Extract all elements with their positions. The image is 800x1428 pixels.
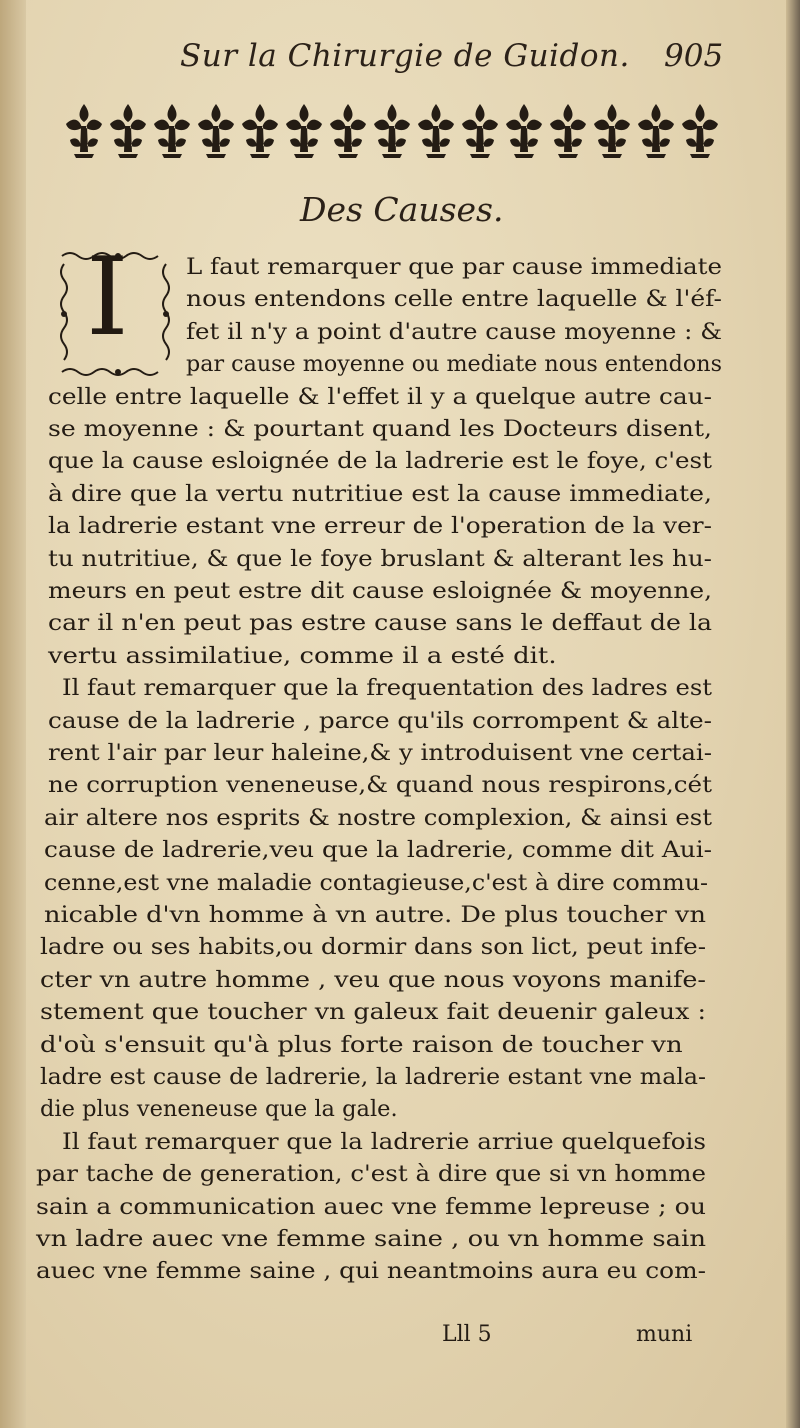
text-line: fet il n'y a point d'autre cause moyenne : & [186, 318, 722, 345]
fleuron-icon [154, 104, 190, 158]
text-line: que la cause esloignée de la ladrerie est le foye, c'est [48, 448, 713, 475]
drop-cap [58, 235, 178, 378]
text-line: Il faut remarquer que la frequentation des ladres est [62, 675, 712, 702]
section-heading: Des Causes. [300, 190, 504, 229]
catchword: muni [636, 1322, 693, 1347]
fleuron-icon [242, 104, 278, 158]
text-line: cter vn autre homme , veu que nous voyons manife- [40, 966, 706, 993]
text-line: L faut remarquer que par cause immediate [186, 254, 722, 280]
text-line: tu nutritiue, & que le foye bruslant & alterant les hu- [48, 545, 712, 572]
fleuron-icon [682, 104, 718, 158]
fleuron-icon [638, 104, 674, 158]
text-line: cause de ladrerie,veu que la ladrerie, comme dit Aui- [44, 837, 712, 864]
fleuron-icon [374, 104, 410, 158]
text-line: meurs en peut estre dit cause esloignée & moyenne, [48, 578, 712, 604]
page-gutter [0, 0, 26, 1428]
text-line: rent l'air par leur haleine,& y introduisent vne certai- [48, 740, 712, 766]
text-line: nicable d'vn homme à vn autre. De plus toucher vn [44, 902, 706, 928]
text-line: par cause moyenne ou mediate nous entendons [186, 351, 722, 378]
text-line: car il n'en peut pas estre cause sans le deffaut de la [48, 610, 712, 637]
text-line: sain a communication auec vne femme lepreuse ; ou [36, 1193, 706, 1220]
text-line: ne corruption veneneuse,& quand nous respirons,cét [48, 772, 712, 799]
fleuron-icon [462, 104, 498, 158]
fleuron-icon [550, 104, 586, 158]
fleuron-icon [198, 104, 234, 158]
text-line: air altere nos esprits & nostre complexion, & ainsi est [44, 804, 712, 831]
running-head: Sur la Chirurgie de Guidon. [180, 38, 630, 74]
fleuron-icon [418, 104, 454, 158]
fleuron-icon [594, 104, 630, 158]
text-line: à dire que la vertu nutritiue est la cause immediate, [48, 480, 712, 507]
text-line: cause de la ladrerie , parce qu'ils corrompent & alte- [48, 707, 712, 734]
fleuron-icon [286, 104, 322, 158]
text-line: celle entre laquelle & l'effet il y a quelque autre cau- [48, 383, 712, 410]
text-line: la ladrerie estant vne erreur de l'operation de la ver- [48, 513, 713, 540]
page-number: 905 [664, 38, 724, 74]
drop-cap-letter: I [86, 235, 129, 360]
text-line: cenne,est vne maladie contagieuse,c'est à dire commu- [44, 869, 708, 896]
text-line: se moyenne : & pourtant quand les Docteurs disent, [48, 416, 712, 442]
text-line: d'où s'ensuit qu'à plus forte raison de toucher vn [40, 1031, 683, 1058]
text-line: nous entendons celle entre laquelle & l'éf- [186, 286, 722, 313]
fleuron-icon [110, 104, 146, 158]
fleuron-icon [330, 104, 366, 158]
text-line: auec vne femme saine , qui neantmoins aura eu com- [36, 1258, 706, 1285]
text-line: stement que toucher vn galeux fait deuenir galeux : [40, 999, 706, 1026]
text-line: Il faut remarquer que la ladrerie arriue quelquefois [62, 1128, 706, 1155]
text-line: vn ladre auec vne femme saine , ou vn homme sain [36, 1226, 706, 1252]
signature-mark: Lll 5 [442, 1322, 492, 1347]
text-line: par tache de generation, c'est à dire que si vn homme [36, 1161, 706, 1188]
fleuron-ornament-band [62, 100, 722, 160]
fleuron-icon [66, 104, 102, 158]
text-line: ladre ou ses habits,ou dormir dans son lict, peut infe- [40, 934, 706, 961]
text-line: die plus veneneuse que la gale. [40, 1096, 398, 1123]
text-line: ladre est cause de ladrerie, la ladrerie estant vne mala- [40, 1064, 706, 1090]
text-line: vertu assimilatiue, comme il a esté dit. [48, 642, 557, 669]
fleuron-icon [506, 104, 542, 158]
page-edge [786, 0, 800, 1428]
